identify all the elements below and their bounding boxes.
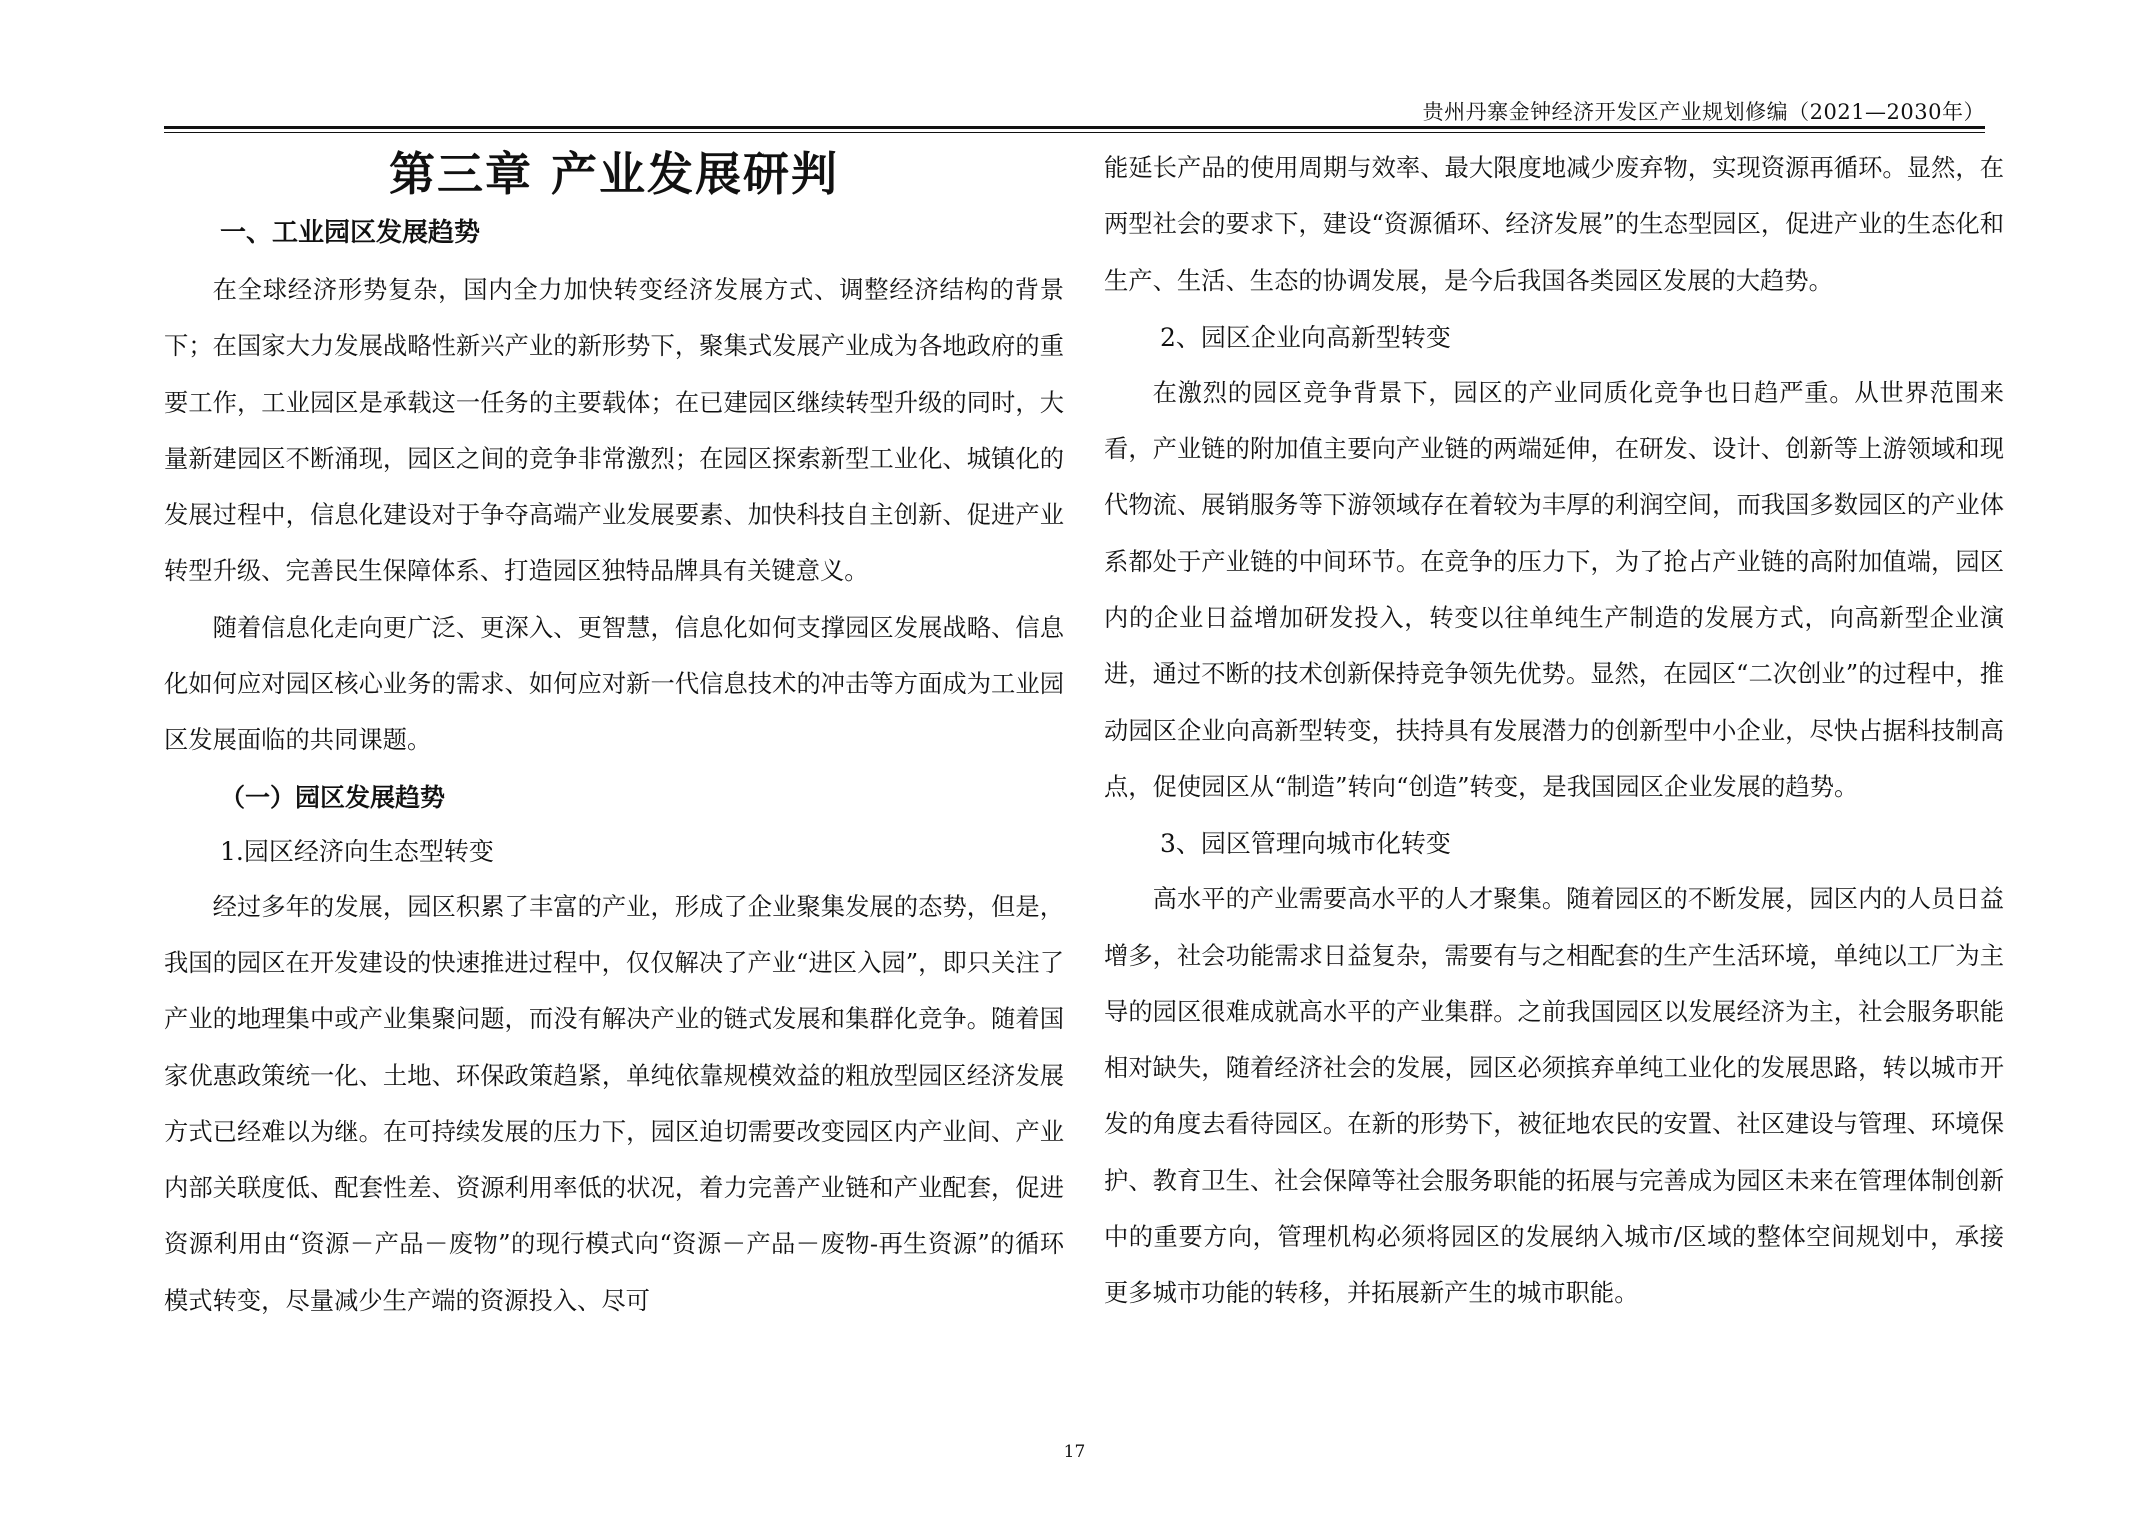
item-heading: 1.园区经济向生态型转变: [220, 836, 494, 866]
section-heading: 一、工业园区发展趋势: [220, 218, 481, 248]
paragraph: 在全球经济形势复杂，国内全力加快转变经济发展方式、调整经济结构的背景下；在国家大力发展战略性新兴产业的新形势下，聚集式发展产业成为各地政府的重要工作，工业园区是承载这一任务的主要载体；在已建园区继续转型升级的同时，大量新建园区不断涌现，园区之间的竞争非常激烈；在园区探索新型工业化、城镇化的发展过程中，信息化建设对于争夺高端产业发展要素、加快科技自主创新、促进产业转型升级、完善民生保障体系、打造园区独特品牌具有关键意义。: [164, 275, 1064, 586]
left-column: [164, 140, 1064, 1329]
header-rule-thick: [164, 126, 1985, 129]
subsection-heading: （一）园区发展趋势: [220, 782, 446, 812]
page-number: 17: [1063, 1442, 1086, 1462]
right-column: [1104, 140, 2004, 1322]
paragraph: 经过多年的发展，园区积累了丰富的产业，形成了企业聚集发展的态势，但是，我国的园区在开发建设的快速推进过程中，仅仅解决了产业“进区入园”，即只关注了产业的地理集中或产业集聚问题，而没有解决产业的链式发展和集群化竞争。随着国家优惠政策统一化、土地、环保政策趋紧，单纯依靠规模效益的粗放型园区经济发展方式已经难以为继。在可持续发展的压力下，园区迫切需要改变园区内产业间、产业内部关联度低、配套性差、资源利用率低的状况，着力完善产业链和产业配套，促进资源利用由“资源－产品－废物”的现行模式向“资源－产品－废物-再生资源”的循环模式转变，尽量减少生产端的资源投入、尽可: [164, 891, 1064, 1315]
paragraph: 随着信息化走向更广泛、更深入、更智慧，信息化如何支撑园区发展战略、信息化如何应对园区核心业务的需求、如何应对新一代信息技术的冲击等方面成为工业园区发展面临的共同课题。: [164, 612, 1064, 755]
paragraph: 高水平的产业需要高水平的人才聚集。随着园区的不断发展，园区内的人员日益增多，社会功能需求日益复杂，需要有与之相配套的生产生活环境，单纯以工厂为主导的园区很难成就高水平的产业集群。之前我国园区以发展经济为主，社会服务职能相对缺失，随着经济社会的发展，园区必须摈弃单纯工业化的发展思路，转以城市开发的角度去看待园区。在新的形势下，被征地农民的安置、社区建设与管理、环境保护、教育卫生、社会保障等社会服务职能的拓展与完善成为园区未来在管理体制创新中的重要方向，管理机构必须将园区的发展纳入城市/区域的整体空间规划中，承接更多城市功能的转移，并拓展新产生的城市职能。: [1104, 884, 2004, 1308]
running-header: 贵州丹寨金钟经济开发区产业规划修编（2021—2030年）: [1422, 100, 1985, 124]
chapter-title: 第三章 产业发展研判: [388, 147, 839, 201]
item-heading: 2、园区企业向高新型转变: [1160, 322, 1451, 352]
header-rule-thin: [164, 132, 1985, 133]
paragraph: 在激烈的园区竞争背景下，园区的产业同质化竞争也日趋严重。从世界范围来看，产业链的附加值主要向产业链的两端延伸，在研发、设计、创新等上游领域和现代物流、展销服务等下游领域存在着较为丰厚的利润空间，而我国多数园区的产业体系都处于产业链的中间环节。在竞争的压力下，为了抢占产业链的高附加值端，园区内的企业日益增加研发投入，转变以往单纯生产制造的发展方式，向高新型企业演进，通过不断的技术创新保持竞争领先优势。显然，在园区“二次创业”的过程中，推动园区企业向高新型转变，扶持具有发展潜力的创新型中小企业，尽快占据科技制高点，促使园区从“制造”转向“创造”转变，是我国园区企业发展的趋势。: [1104, 377, 2004, 801]
paragraph-continued: 能延长产品的使用周期与效率、最大限度地减少废弃物，实现资源再循环。显然，在两型社会的要求下，建设“资源循环、经济发展”的生态型园区，促进产业的生态化和生产、生活、生态的协调发展，是今后我国各类园区发展的大趋势。: [1104, 153, 2004, 295]
item-heading: 3、园区管理向城市化转变: [1160, 829, 1451, 859]
